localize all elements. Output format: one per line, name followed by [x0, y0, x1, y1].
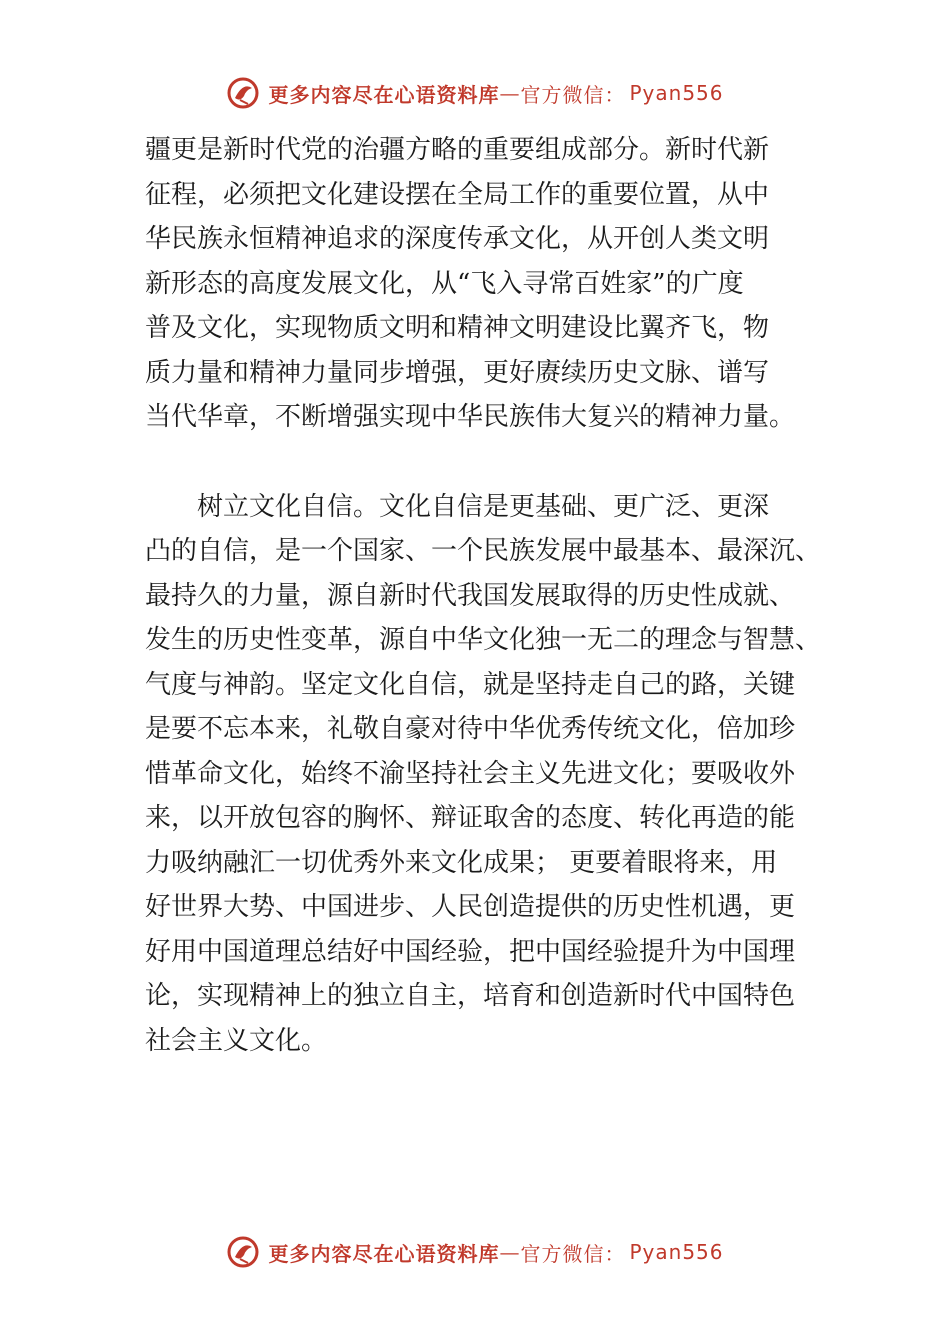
header-watermark-banner	[0, 73, 950, 113]
paragraph-line: 论，实现精神上的独立自主，培育和创造新时代中国特色	[145, 981, 796, 1011]
header-brand-text: 更多内容尽在心语资料库	[268, 82, 500, 107]
paragraph-line: 来，以开放包容的胸怀、辩证取舍的态度、转化再造的能	[145, 803, 796, 833]
paragraph-line: 发生的历史性变革，源自中华文化独一无二的理念与智慧、	[145, 625, 822, 655]
paragraph-line: 气度与神韵。坚定文化自信，就是坚持走自己的路，关键	[145, 669, 796, 700]
footer-wechat-label: 官方微信：	[520, 1241, 626, 1266]
paragraph-line: 力吸纳融汇一切优秀外来文化成果； 更要着眼将来，用	[145, 847, 778, 878]
footer-watermark-banner	[0, 1232, 950, 1272]
footer-wechat-id: Pyan556	[629, 1240, 724, 1264]
header-wechat-id: Pyan556	[629, 81, 724, 105]
paragraph-line: 惜革命文化，始终不渝坚持社会主义先进文化；要吸收外	[145, 758, 796, 789]
paragraph-1	[145, 128, 845, 440]
paragraph-gap	[145, 440, 845, 485]
paragraph-2	[145, 485, 845, 1064]
paragraph-line: 凸的自信，是一个国家、一个民族发展中最基本、最深沉、	[145, 536, 822, 566]
paragraph-line: 最持久的力量，源自新时代我国发展取得的历史性成就、	[145, 580, 796, 611]
paragraph-line: 树立文化自信。文化自信是更基础、更广泛、更深	[197, 491, 770, 522]
paragraph-line: 华民族永恒精神追求的深度传承文化，从开创人类文明	[145, 224, 770, 254]
paragraph-line: 质力量和精神力量同步增强，更好赓续历史文脉、谱写	[145, 357, 770, 388]
paragraph-line: 社会主义文化。	[145, 1025, 328, 1056]
footer-separator: —	[499, 1240, 521, 1264]
paragraph-line: 好用中国道理总结好中国经验，把中国经验提升为中国理	[145, 936, 796, 967]
paragraph-line: 好世界大势、中国进步、人民创造提供的历史性机遇，更	[145, 892, 796, 922]
paragraph-line: 普及文化，实现物质文明和精神文明建设比翼齐飞，物	[145, 313, 770, 343]
footer-brand-text: 更多内容尽在心语资料库	[268, 1241, 500, 1266]
paragraph-line: 疆更是新时代党的治疆方略的重要组成部分。新时代新	[145, 135, 770, 165]
paragraph-line: 当代华章，不断增强实现中华民族伟大复兴的精神力量。	[145, 402, 796, 432]
brand-logo-icon	[226, 1235, 260, 1269]
paragraph-line: 新形态的高度发展文化，从“飞入寻常百姓家”的广度	[145, 268, 744, 299]
header-wechat-label: 官方微信：	[520, 82, 626, 107]
document-body	[145, 128, 845, 1063]
header-separator: —	[499, 81, 521, 105]
brand-logo-icon	[226, 76, 260, 110]
paragraph-line: 是要不忘本来，礼敬自豪对待中华优秀传统文化，倍加珍	[145, 714, 796, 744]
paragraph-line: 征程，必须把文化建设摆在全局工作的重要位置，从中	[145, 179, 770, 210]
